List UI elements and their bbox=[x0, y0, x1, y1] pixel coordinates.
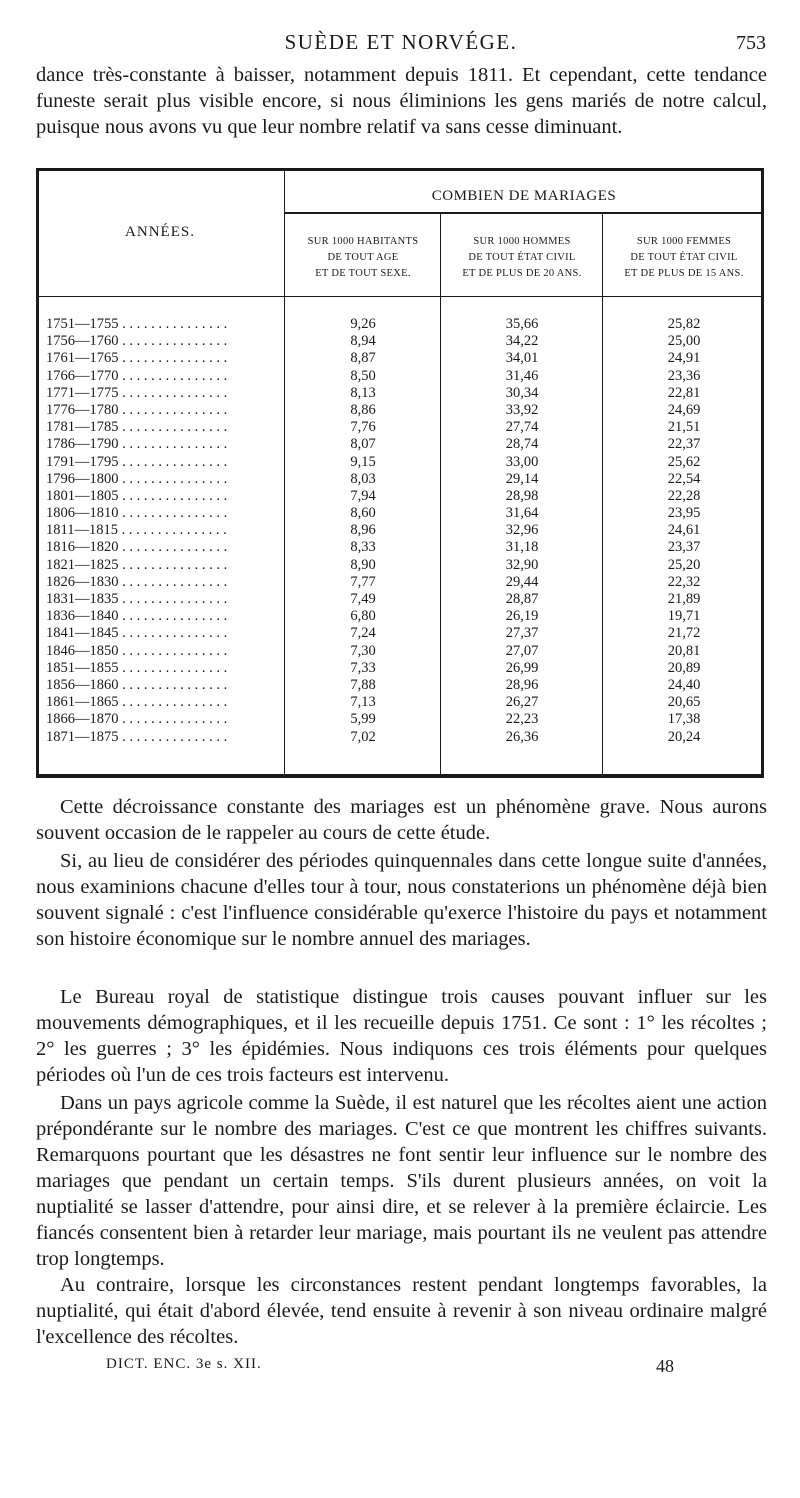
per-1000-women-header bbox=[604, 234, 764, 282]
habitants-cell bbox=[286, 608, 440, 625]
hommes-cell-text: 34,22 bbox=[505, 333, 539, 350]
habitants-cell-text: 8,13 bbox=[350, 384, 376, 401]
period-cell-text: 1791—1795 bbox=[46, 453, 119, 470]
period-cell bbox=[46, 625, 282, 642]
habitants-cell bbox=[286, 402, 440, 419]
table-row bbox=[36, 368, 764, 385]
habitants-cell-text: 7,88 bbox=[350, 676, 376, 693]
hommes-cell bbox=[442, 660, 602, 677]
habitants-cell-text: 8,87 bbox=[350, 350, 376, 367]
table-row bbox=[36, 454, 764, 471]
hommes-cell-text: 31,64 bbox=[505, 505, 539, 522]
hommes-cell-text: 26,36 bbox=[505, 728, 539, 745]
dot-leader: . . . . . . . . . . . . . . . bbox=[118, 539, 228, 556]
habitants-cell bbox=[286, 711, 440, 728]
femmes-cell bbox=[604, 694, 764, 711]
femmes-cell-text: 23,36 bbox=[667, 367, 701, 384]
period-cell bbox=[46, 677, 282, 694]
period-cell-text: 1771—1775 bbox=[46, 384, 119, 401]
habitants-cell-text: 5,99 bbox=[350, 711, 376, 728]
hommes-cell bbox=[442, 522, 602, 539]
habitants-cell-text: 8,94 bbox=[350, 333, 376, 350]
femmes-cell bbox=[604, 591, 764, 608]
period-cell bbox=[46, 385, 282, 402]
hommes-cell bbox=[442, 385, 602, 402]
habitants-cell-text: 8,96 bbox=[350, 522, 376, 539]
femmes-cell bbox=[604, 385, 764, 402]
period-cell bbox=[46, 505, 282, 522]
period-cell-text: 1786—1790 bbox=[46, 436, 119, 453]
habitants-cell bbox=[286, 316, 440, 333]
period-cell bbox=[46, 694, 282, 711]
hommes-cell-text: 29,14 bbox=[505, 470, 539, 487]
period-cell-text: 1831—1835 bbox=[46, 591, 119, 607]
period-cell bbox=[46, 316, 282, 333]
femmes-cell bbox=[604, 677, 764, 694]
hommes-cell-text: 31,18 bbox=[505, 539, 539, 556]
period-cell-text: 1826—1830 bbox=[46, 573, 119, 590]
habitants-cell bbox=[286, 454, 440, 471]
hommes-cell bbox=[442, 471, 602, 488]
column-header-line: SUR 1000 FEMMES bbox=[636, 236, 732, 247]
dot-leader: . . . . . . . . . . . . . . . bbox=[118, 316, 228, 332]
dot-leader: . . . . . . . . . . . . . . . bbox=[118, 436, 228, 453]
femmes-cell bbox=[604, 557, 764, 574]
period-cell-text: 1821—1825 bbox=[46, 556, 119, 573]
dot-leader: . . . . . . . . . . . . . . . bbox=[118, 642, 228, 659]
dot-leader: . . . . . . . . . . . . . . . bbox=[118, 419, 228, 436]
table-row bbox=[36, 729, 764, 746]
hommes-cell bbox=[442, 350, 602, 367]
table-row bbox=[36, 505, 764, 522]
femmes-cell bbox=[604, 574, 764, 591]
period-cell-text: 1766—1770 bbox=[46, 367, 119, 384]
habitants-cell-text: 8,03 bbox=[350, 470, 376, 487]
dot-leader: . . . . . . . . . . . . . . . bbox=[118, 367, 228, 384]
femmes-cell bbox=[604, 643, 764, 660]
dot-leader: . . . . . . . . . . . . . . . bbox=[118, 608, 228, 625]
femmes-cell-text: 21,72 bbox=[667, 625, 701, 642]
femmes-cell-text: 23,37 bbox=[667, 539, 701, 556]
femmes-cell-text: 25,00 bbox=[667, 333, 701, 350]
table-row bbox=[36, 539, 764, 556]
habitants-cell-text: 8,90 bbox=[350, 556, 376, 573]
hommes-cell-text: 27,07 bbox=[505, 642, 539, 659]
habitants-cell bbox=[286, 385, 440, 402]
femmes-cell bbox=[604, 419, 764, 436]
habitants-cell-text: 7,30 bbox=[350, 642, 376, 659]
hommes-cell-text: 28,96 bbox=[505, 676, 539, 693]
period-cell bbox=[46, 471, 282, 488]
period-cell bbox=[46, 660, 282, 677]
femmes-cell-text: 24,69 bbox=[667, 401, 701, 418]
habitants-cell bbox=[286, 488, 440, 505]
period-cell bbox=[46, 522, 282, 539]
habitants-cell bbox=[286, 505, 440, 522]
femmes-cell-text: 19,71 bbox=[667, 608, 701, 625]
habitants-cell bbox=[286, 419, 440, 436]
header-bottom-rule bbox=[36, 296, 764, 297]
femmes-cell-text: 22,37 bbox=[667, 436, 701, 453]
femmes-cell-text: 25,20 bbox=[667, 556, 701, 573]
signature-mark: DICT. ENC. 3e s. XII. bbox=[106, 1356, 262, 1372]
table-row bbox=[36, 677, 764, 694]
hommes-cell-text: 30,34 bbox=[505, 384, 539, 401]
period-cell bbox=[46, 454, 282, 471]
habitants-cell-text: 8,50 bbox=[350, 367, 376, 384]
years-column-header: ANNÉES. bbox=[125, 224, 195, 240]
dot-leader: . . . . . . . . . . . . . . . bbox=[118, 470, 228, 487]
period-cell-text: 1856—1860 bbox=[46, 676, 119, 693]
dot-leader: . . . . . . . . . . . . . . . bbox=[118, 401, 228, 418]
table-row bbox=[36, 625, 764, 642]
dot-leader: . . . . . . . . . . . . . . . bbox=[118, 453, 228, 470]
hommes-cell-text: 33,00 bbox=[505, 453, 539, 470]
table-row bbox=[36, 436, 764, 453]
habitants-cell-text: 7,49 bbox=[350, 591, 376, 607]
page-number: 753 bbox=[736, 32, 766, 54]
table-row bbox=[36, 385, 764, 402]
habitants-cell-text: 8,07 bbox=[350, 436, 376, 453]
habitants-cell bbox=[286, 694, 440, 711]
habitants-cell-text: 6,80 bbox=[350, 608, 376, 625]
period-cell-text: 1811—1815 bbox=[46, 522, 118, 539]
femmes-cell bbox=[604, 471, 764, 488]
femmes-cell bbox=[604, 316, 764, 333]
hommes-cell-text: 29,44 bbox=[505, 573, 539, 590]
femmes-cell bbox=[604, 539, 764, 556]
dot-leader: . . . . . . . . . . . . . . . bbox=[118, 487, 228, 504]
hommes-cell-text: 28,87 bbox=[505, 591, 539, 607]
page-footer bbox=[36, 1356, 767, 1386]
table-row bbox=[36, 333, 764, 350]
column-header-line: ET DE PLUS DE 15 ANS. bbox=[624, 268, 744, 279]
hommes-cell-text: 31,46 bbox=[505, 367, 539, 384]
period-cell-text: 1751—1755 bbox=[46, 316, 119, 332]
period-cell bbox=[46, 350, 282, 367]
running-title: SUÈDE ET NORVÉGE. bbox=[284, 30, 518, 54]
table-row bbox=[36, 471, 764, 488]
column-header-line: SUR 1000 HABITANTS bbox=[307, 236, 419, 247]
femmes-cell bbox=[604, 350, 764, 367]
femmes-cell-text: 25,62 bbox=[667, 453, 701, 470]
table-row bbox=[36, 419, 764, 436]
paragraph-contraire: Au contraire, lorsque les circonstances restent pendant longtemps favorables, la nuptialité, qui était d'abord élevée, tend ensuite à revenir à son niveau ordinaire malgré l'excellence des récoltes. bbox=[36, 1274, 767, 1348]
period-cell bbox=[46, 368, 282, 385]
habitants-cell-text: 8,60 bbox=[350, 505, 376, 522]
period-cell bbox=[46, 419, 282, 436]
habitants-cell-text: 7,02 bbox=[350, 728, 376, 745]
habitants-cell-text: 8,86 bbox=[350, 401, 376, 418]
period-cell bbox=[46, 574, 282, 591]
hommes-cell bbox=[442, 436, 602, 453]
femmes-cell-text: 23,95 bbox=[667, 505, 701, 522]
column-header-line: SUR 1000 HOMMES bbox=[473, 236, 571, 247]
column-header-line: DE TOUT AGE bbox=[327, 252, 399, 263]
dot-leader: . . . . . . . . . . . . . . . bbox=[118, 694, 228, 711]
period-cell-text: 1866—1870 bbox=[46, 711, 119, 728]
table-row bbox=[36, 694, 764, 711]
table-row bbox=[36, 488, 764, 505]
column-header-line: ET DE PLUS DE 20 ANS. bbox=[462, 268, 582, 279]
habitants-cell bbox=[286, 591, 440, 608]
habitants-cell bbox=[286, 574, 440, 591]
femmes-cell bbox=[604, 625, 764, 642]
habitants-cell bbox=[286, 729, 440, 746]
group-header-underline bbox=[284, 212, 762, 214]
dot-leader: . . . . . . . . . . . . . . . bbox=[118, 711, 228, 728]
column-header-line: ET DE TOUT SEXE. bbox=[315, 268, 411, 279]
column-header-line: DE TOUT ÉTAT CIVIL bbox=[630, 252, 738, 263]
femmes-cell-text: 20,81 bbox=[667, 642, 701, 659]
hommes-cell-text: 26,27 bbox=[505, 694, 539, 711]
hommes-cell-text: 33,92 bbox=[505, 401, 539, 418]
marriage-rate-table bbox=[36, 168, 764, 780]
dot-leader: . . . . . . . . . . . . . . . bbox=[118, 728, 228, 745]
femmes-cell bbox=[604, 402, 764, 419]
period-cell bbox=[46, 711, 282, 728]
hommes-cell-text: 28,74 bbox=[505, 436, 539, 453]
femmes-cell bbox=[604, 660, 764, 677]
hommes-cell bbox=[442, 419, 602, 436]
hommes-cell bbox=[442, 729, 602, 746]
paragraph-bureau: Le Bureau royal de statistique distingue trois causes pouvant influer sur les mouvements démographiques, et il les recueille depuis 1751. Ce sont : 1° les récoltes ; 2° les guerres ; 3° les épidémies. Nous indiquons ces trois éléments pour quelques périodes où l'un de ces trois facteurs est intervenu. bbox=[36, 986, 767, 1086]
femmes-cell-text: 21,51 bbox=[667, 419, 701, 436]
femmes-cell bbox=[604, 711, 764, 728]
period-cell-text: 1776—1780 bbox=[46, 401, 119, 418]
habitants-cell bbox=[286, 350, 440, 367]
table-row bbox=[36, 591, 764, 608]
period-cell bbox=[46, 608, 282, 625]
per-1000-men-header bbox=[442, 234, 602, 282]
habitants-cell bbox=[286, 522, 440, 539]
period-cell-text: 1796—1800 bbox=[46, 470, 119, 487]
table-row bbox=[36, 574, 764, 591]
period-cell bbox=[46, 488, 282, 505]
femmes-cell-text: 24,91 bbox=[667, 350, 701, 367]
hommes-cell bbox=[442, 539, 602, 556]
femmes-cell-text: 20,89 bbox=[667, 659, 701, 676]
table-bottom-rule bbox=[36, 774, 764, 778]
hommes-cell bbox=[442, 591, 602, 608]
dot-leader: . . . . . . . . . . . . . . . bbox=[118, 573, 228, 590]
period-cell-text: 1806—1810 bbox=[46, 505, 119, 522]
habitants-cell bbox=[286, 677, 440, 694]
hommes-cell-text: 28,98 bbox=[505, 487, 539, 504]
dot-leader: . . . . . . . . . . . . . . . bbox=[118, 505, 228, 522]
table-row bbox=[36, 402, 764, 419]
hommes-cell-text: 32,96 bbox=[505, 522, 539, 539]
dot-leader: . . . . . . . . . . . . . . . bbox=[118, 556, 228, 573]
period-cell bbox=[46, 402, 282, 419]
habitants-cell-text: 7,33 bbox=[350, 659, 376, 676]
period-cell bbox=[46, 539, 282, 556]
column-header-line: DE TOUT ÉTAT CIVIL bbox=[468, 252, 576, 263]
femmes-cell-text: 22,32 bbox=[667, 573, 701, 590]
table-row bbox=[36, 660, 764, 677]
table-row bbox=[36, 350, 764, 367]
hommes-cell bbox=[442, 574, 602, 591]
femmes-cell-text: 21,89 bbox=[667, 591, 701, 607]
table-row bbox=[36, 608, 764, 625]
habitants-cell bbox=[286, 625, 440, 642]
hommes-cell bbox=[442, 677, 602, 694]
period-cell bbox=[46, 591, 282, 608]
table-row bbox=[36, 643, 764, 660]
period-cell-text: 1756—1760 bbox=[46, 333, 119, 350]
habitants-cell-text: 9,26 bbox=[350, 316, 376, 332]
hommes-cell bbox=[442, 333, 602, 350]
hommes-cell bbox=[442, 625, 602, 642]
group-column-header: COMBIEN DE MARIAGES bbox=[431, 188, 617, 204]
habitants-cell bbox=[286, 643, 440, 660]
dot-leader: . . . . . . . . . . . . . . . bbox=[117, 522, 227, 539]
period-cell bbox=[46, 333, 282, 350]
period-cell-text: 1841—1845 bbox=[46, 625, 119, 642]
femmes-cell bbox=[604, 436, 764, 453]
period-cell-text: 1836—1840 bbox=[46, 608, 119, 625]
habitants-cell-text: 9,15 bbox=[350, 453, 376, 470]
dot-leader: . . . . . . . . . . . . . . . bbox=[118, 333, 228, 350]
paragraph-periodes: Si, au lieu de considérer des périodes quinquennales dans cette longue suite d'années, nous examinions chacune d'elles tour à tour, nous constaterions un phénomène déjà bien souvent signalé : c'est l'influence considérable qu'exerce l'histoire du pays et notamment son histoire économique sur le nombre annuel des mariages. bbox=[36, 850, 767, 950]
hommes-cell-text: 22,23 bbox=[505, 711, 539, 728]
femmes-cell-text: 17,38 bbox=[667, 711, 701, 728]
hommes-cell-text: 34,01 bbox=[505, 350, 539, 367]
dot-leader: . . . . . . . . . . . . . . . bbox=[118, 659, 228, 676]
femmes-cell bbox=[604, 368, 764, 385]
period-cell-text: 1871—1875 bbox=[46, 728, 119, 745]
hommes-cell bbox=[442, 488, 602, 505]
femmes-cell-text: 22,54 bbox=[667, 470, 701, 487]
habitants-cell-text: 7,13 bbox=[350, 694, 376, 711]
habitants-cell-text: 8,33 bbox=[350, 539, 376, 556]
hommes-cell-text: 26,19 bbox=[505, 608, 539, 625]
hommes-cell-text: 26,99 bbox=[505, 659, 539, 676]
sheet-number: 48 bbox=[656, 1356, 674, 1376]
hommes-cell bbox=[442, 694, 602, 711]
period-cell-text: 1801—1805 bbox=[46, 487, 119, 504]
paragraph-recoltes: Dans un pays agricole comme la Suède, il est naturel que les récoltes aient une action prépondérante sur le nombre des mariages. C'est ce que montrent les chiffres suivants. Remarquons pourtant que les désastres ne font sentir leur influence sur le nombre des mariages que pendant un certain temps. S'ils durent plusieurs années, on voit la nuptialité se lasser d'attendre, pour ainsi dire, et se relever à la première éclaircie. Les fiancés consentent bien à retarder leur mariage, mais pourtant ils ne veulent pas attendre trop longtemps. bbox=[36, 1092, 767, 1270]
table-top-rule bbox=[36, 168, 764, 171]
femmes-cell-text: 24,40 bbox=[667, 676, 701, 693]
dot-leader: . . . . . . . . . . . . . . . bbox=[118, 676, 228, 693]
femmes-cell bbox=[604, 505, 764, 522]
hommes-cell-text: 27,37 bbox=[505, 625, 539, 642]
femmes-cell bbox=[604, 333, 764, 350]
femmes-cell bbox=[604, 608, 764, 625]
hommes-cell bbox=[442, 316, 602, 333]
habitants-cell bbox=[286, 660, 440, 677]
table-row bbox=[36, 522, 764, 539]
intro-paragraph: dance très-constante à baisser, notamment depuis 1811. Et cependant, cette tendance funeste serait plus visible encore, si nous éliminions les gens mariés de notre calcul, puisque nous avons vu que leur nombre relatif va sans cesse diminuant. bbox=[36, 64, 767, 138]
femmes-cell-text: 20,24 bbox=[667, 728, 701, 745]
hommes-cell bbox=[442, 643, 602, 660]
femmes-cell-text: 22,81 bbox=[667, 384, 701, 401]
period-cell-text: 1781—1785 bbox=[46, 419, 119, 436]
hommes-cell-text: 35,66 bbox=[505, 316, 539, 332]
hommes-cell bbox=[442, 402, 602, 419]
dot-leader: . . . . . . . . . . . . . . . bbox=[118, 591, 228, 607]
femmes-cell-text: 25,82 bbox=[667, 316, 701, 332]
hommes-cell bbox=[442, 368, 602, 385]
hommes-cell bbox=[442, 454, 602, 471]
femmes-cell bbox=[604, 729, 764, 746]
habitants-cell bbox=[286, 471, 440, 488]
table-row bbox=[36, 557, 764, 574]
femmes-cell bbox=[604, 488, 764, 505]
dot-leader: . . . . . . . . . . . . . . . bbox=[118, 350, 228, 367]
habitants-cell-text: 7,76 bbox=[350, 419, 376, 436]
table-body bbox=[36, 316, 764, 746]
period-cell-text: 1851—1855 bbox=[46, 659, 119, 676]
habitants-cell bbox=[286, 436, 440, 453]
table-row bbox=[36, 316, 764, 333]
paragraph-decroissance: Cette décroissance constante des mariages est un phénomène grave. Nous aurons souvent occasion de le rappeler au cours de cette étude. bbox=[36, 796, 767, 844]
hommes-cell-text: 32,90 bbox=[505, 556, 539, 573]
habitants-cell-text: 7,24 bbox=[350, 625, 376, 642]
femmes-cell-text: 22,28 bbox=[667, 487, 701, 504]
habitants-cell-text: 7,94 bbox=[350, 487, 376, 504]
period-cell-text: 1846—1850 bbox=[46, 642, 119, 659]
running-head bbox=[36, 30, 766, 60]
femmes-cell bbox=[604, 454, 764, 471]
dot-leader: . . . . . . . . . . . . . . . bbox=[118, 384, 228, 401]
table-row bbox=[36, 711, 764, 728]
femmes-cell-text: 24,61 bbox=[667, 522, 701, 539]
period-cell-text: 1761—1765 bbox=[46, 350, 119, 367]
per-1000-inhabitants-header bbox=[286, 234, 440, 282]
hommes-cell bbox=[442, 557, 602, 574]
habitants-cell bbox=[286, 539, 440, 556]
hommes-cell bbox=[442, 711, 602, 728]
habitants-cell bbox=[286, 333, 440, 350]
hommes-cell-text: 27,74 bbox=[505, 419, 539, 436]
period-cell-text: 1816—1820 bbox=[46, 539, 119, 556]
period-cell bbox=[46, 643, 282, 660]
habitants-cell bbox=[286, 557, 440, 574]
hommes-cell bbox=[442, 608, 602, 625]
femmes-cell bbox=[604, 522, 764, 539]
hommes-cell bbox=[442, 505, 602, 522]
period-cell bbox=[46, 436, 282, 453]
period-cell-text: 1861—1865 bbox=[46, 694, 119, 711]
femmes-cell-text: 20,65 bbox=[667, 694, 701, 711]
habitants-cell-text: 7,77 bbox=[350, 573, 376, 590]
period-cell bbox=[46, 557, 282, 574]
habitants-cell bbox=[286, 368, 440, 385]
period-cell bbox=[46, 729, 282, 746]
dot-leader: . . . . . . . . . . . . . . . bbox=[118, 625, 228, 642]
